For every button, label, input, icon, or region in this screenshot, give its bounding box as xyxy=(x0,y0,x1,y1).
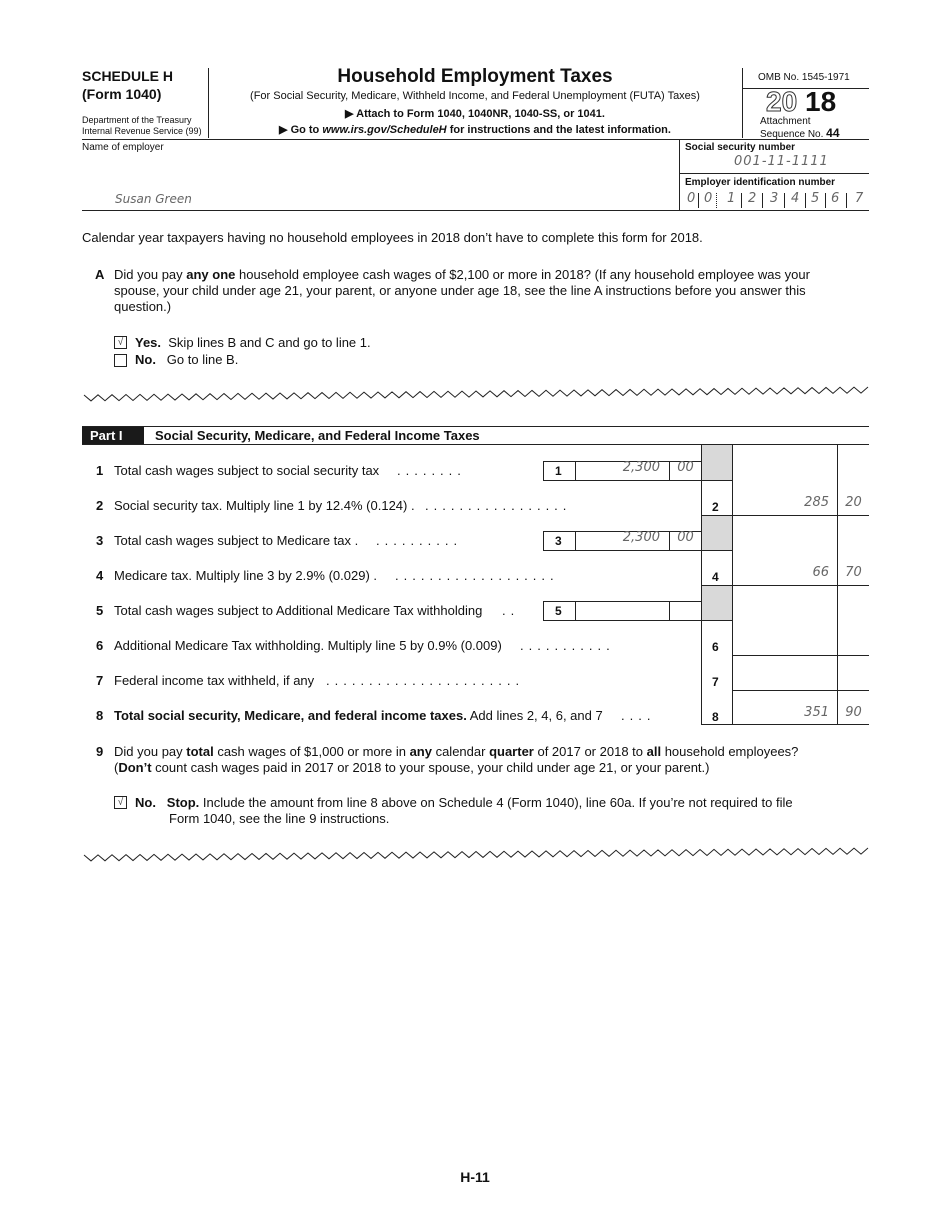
employer-name-field[interactable]: Susan Green xyxy=(115,192,192,206)
leader-dots: ........... xyxy=(520,638,615,653)
line-1-number: 1 xyxy=(96,463,104,478)
line-3-cents[interactable]: 00 xyxy=(677,530,694,545)
line-4-number: 4 xyxy=(96,568,104,583)
leader-dots: ........ xyxy=(397,463,466,478)
leader-dots: ................... xyxy=(395,568,559,583)
line-a-yes-option: Yes. Skip lines B and C and go to line 1. xyxy=(135,335,371,350)
ssn-label: Social security number xyxy=(685,142,796,153)
line-6-box-number: 6 xyxy=(712,640,719,654)
tax-year-suffix: 18 xyxy=(805,86,837,117)
attach-instruction: ▶ Attach to Form 1040, 1040NR, 1040-SS, or 1041. xyxy=(345,108,605,120)
department: Department of the Treasury xyxy=(82,115,192,125)
line-2-label: Social security tax. Multiply line 1 by 12.4% (0.124) . xyxy=(114,498,415,513)
line-8-cents[interactable]: 90 xyxy=(845,705,862,720)
leader-dots: .......... xyxy=(376,533,463,548)
page-break-zigzag xyxy=(82,382,872,406)
line-5-number: 5 xyxy=(96,603,104,618)
line-2-box-number: 2 xyxy=(712,500,719,514)
line-5-label: Total cash wages subject to Additional Medicare Tax withholding xyxy=(114,603,483,618)
line-a-no-option: No. Go to line B. xyxy=(135,352,239,367)
leader-dots: ....................... xyxy=(326,673,525,688)
line-2-dollars[interactable]: 285 xyxy=(804,495,829,510)
ein-digit: 3 xyxy=(770,191,779,206)
part-1-tag: Part I xyxy=(82,427,144,444)
line-6-amount[interactable] xyxy=(733,621,869,654)
line-9-stop-text: Form 1040, see the line 9 instructions. xyxy=(169,811,390,826)
form-subtitle: (For Social Security, Medicare, Withheld Income, and Federal Unemployment (FUTA) Taxes) xyxy=(250,90,700,102)
line-9-note: (Don’t count cash wages paid in 2017 or 2018 to your spouse, your child under age 21, or your parent.) xyxy=(114,760,710,775)
line-3-label: Total cash wages subject to Medicare tax . xyxy=(114,533,359,548)
line-1-cents[interactable]: 00 xyxy=(677,460,694,475)
schedule-name: SCHEDULE H xyxy=(82,68,174,84)
part-1-title: Social Security, Medicare, and Federal Income Taxes xyxy=(155,428,480,443)
ein-digit: 1 xyxy=(727,191,736,206)
line-8-box-number: 8 xyxy=(712,710,719,724)
line-8-dollars[interactable]: 351 xyxy=(804,705,829,720)
line-7-amount[interactable] xyxy=(733,656,869,689)
employer-name-label: Name of employer xyxy=(82,142,164,153)
leader-dots: .. xyxy=(502,603,520,618)
line-a-yes-checkbox[interactable]: √ xyxy=(114,336,127,349)
line-6-number: 6 xyxy=(96,638,104,653)
line-7-box-number: 7 xyxy=(712,675,719,689)
line-8-number: 8 xyxy=(96,708,104,723)
intro-text: Calendar year taxpayers having no household employees in 2018 don’t have to complete this form for 2018. xyxy=(82,230,703,245)
line-5-box-number: 5 xyxy=(555,604,562,618)
leader-dots: ................. xyxy=(425,498,572,513)
line-a-text-2: spouse, your child under age 21, your parent, or anyone under age 18, see the line A instructions before you answer this xyxy=(114,283,806,298)
line-3-box-number: 3 xyxy=(555,534,562,548)
line-8-label: Total social security, Medicare, and federal income taxes. Add lines 2, 4, 6, and 7 xyxy=(114,708,603,723)
form-title: Household Employment Taxes xyxy=(337,66,613,87)
line-2-cents[interactable]: 20 xyxy=(845,495,862,510)
line-9-question: Did you pay total cash wages of $1,000 or more in any calendar quarter of 2017 or 2018 to all household employees? xyxy=(114,744,799,759)
line-5-entry[interactable] xyxy=(543,601,702,621)
line-4-box-number: 4 xyxy=(712,570,719,584)
ein-digit: 6 xyxy=(831,191,840,206)
irs: Internal Revenue Service (99) xyxy=(82,126,202,136)
line-1-label: Total cash wages subject to social security tax xyxy=(114,463,380,478)
line-9-no-checkbox[interactable]: √ xyxy=(114,796,127,809)
goto-instruction: ▶ Go to www.irs.gov/ScheduleH for instructions and the latest information. xyxy=(279,124,671,136)
ein-digit: 0 xyxy=(704,191,713,206)
line-1-dollars[interactable]: 2,300 xyxy=(622,460,660,475)
ein-label: Employer identification number xyxy=(685,177,836,188)
page-break-zigzag xyxy=(82,843,872,867)
line-7-number: 7 xyxy=(96,673,104,688)
line-a-text-3: question.) xyxy=(114,299,172,314)
irs-link[interactable]: www.irs.gov/ScheduleH xyxy=(322,124,447,136)
line-9-number: 9 xyxy=(96,744,104,759)
page-number: H-11 xyxy=(460,1169,490,1185)
line-4-dollars[interactable]: 66 xyxy=(812,565,829,580)
ein-digit: 4 xyxy=(791,191,800,206)
line-1-box-number: 1 xyxy=(555,464,562,478)
line-9-no-option: No. Stop. Include the amount from line 8 above on Schedule 4 (Form 1040), line 60a. If you’re not required to file xyxy=(135,795,793,810)
line-6-label: Additional Medicare Tax withholding. Multiply line 5 by 0.9% (0.009) xyxy=(114,638,502,653)
ein-digit: 0 xyxy=(687,191,696,206)
ein-digit: 2 xyxy=(748,191,757,206)
line-4-cents[interactable]: 70 xyxy=(845,565,862,580)
line-7-label: Federal income tax withheld, if any xyxy=(114,673,315,688)
line-a-text-1: Did you pay any one household employee cash wages of $2,100 or more in 2018? (If any household employee was your xyxy=(114,267,810,282)
form-number: (Form 1040) xyxy=(82,86,162,102)
line-a-no-checkbox[interactable] xyxy=(114,354,127,367)
attachment-label: Attachment xyxy=(760,116,811,127)
line-4-label: Medicare tax. Multiply line 3 by 2.9% (0.029) . xyxy=(114,568,378,583)
ein-digit: 5 xyxy=(811,191,820,206)
ein-digit: 7 xyxy=(855,191,864,206)
tax-year-prefix: 20 xyxy=(766,86,798,117)
leader-dots: .... xyxy=(621,708,656,723)
line-3-number: 3 xyxy=(96,533,104,548)
sequence-label: Sequence No. 44 xyxy=(760,126,840,140)
ssn-field[interactable]: 001-11-1111 xyxy=(734,154,829,169)
omb-number: OMB No. 1545-1971 xyxy=(758,72,850,83)
line-3-dollars[interactable]: 2,300 xyxy=(622,530,660,545)
line-a-label: A xyxy=(95,267,105,282)
line-2-number: 2 xyxy=(96,498,104,513)
